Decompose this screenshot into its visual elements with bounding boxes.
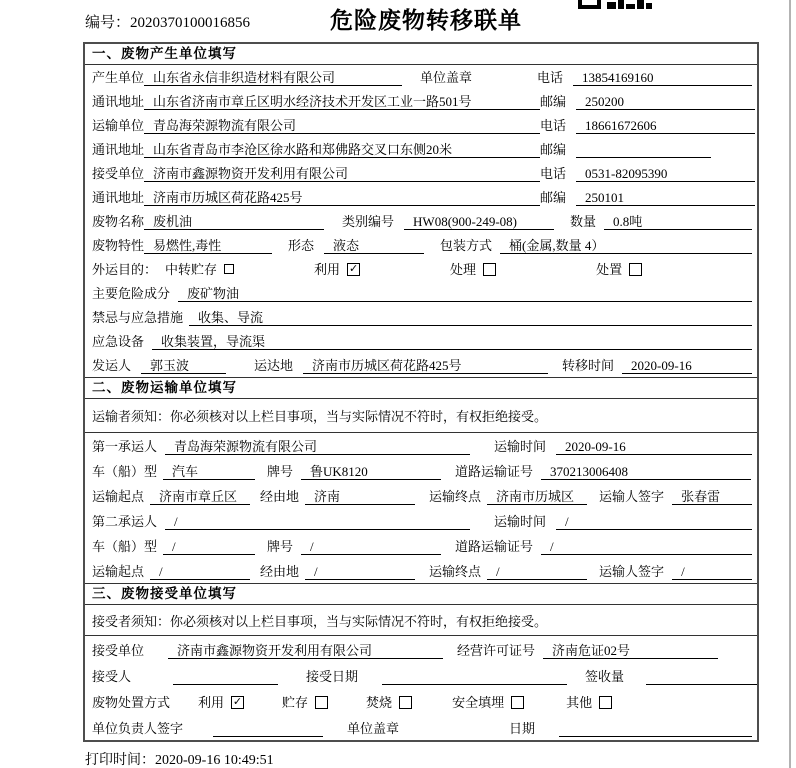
section-transporter: [85, 377, 757, 583]
phone-group: [537, 69, 752, 86]
print-time: [85, 749, 274, 768]
address-label: 通讯地址: [92, 94, 145, 109]
zip-label: 邮编: [540, 190, 567, 205]
via-label: 经由地: [260, 489, 300, 504]
zip-group: [540, 141, 755, 158]
carrier-label: 第二承运人: [92, 514, 158, 529]
zip-value: 250200: [576, 93, 755, 110]
vehicle-type-value: /: [163, 538, 255, 555]
option-label: 其他: [566, 695, 593, 710]
waste-name-value: 废机油: [144, 213, 324, 230]
packaging-value: 桶(金属,数量 4）: [500, 237, 752, 254]
waste-trait-value: 易燃性,毒性: [144, 237, 272, 254]
option-label: 利用: [198, 695, 225, 710]
road-permit-label: 道路运输证号: [455, 464, 534, 479]
phone-value: 0531-82095390: [576, 165, 755, 182]
category-label: 类别编号: [342, 214, 395, 229]
carrier-value: 青岛海荣源物流有限公司: [165, 438, 470, 455]
row-second-carrier: [85, 508, 757, 533]
page-title: 危险废物转移联单: [330, 8, 522, 33]
terminus-label: 运输终点: [429, 489, 482, 504]
phone-value: 13854169160: [573, 69, 752, 86]
unit-seal-label: 单位盖章: [420, 70, 473, 85]
row-accept-unit: [85, 636, 757, 662]
section-transporter-title: 二、废物运输单位填写: [85, 378, 757, 399]
vehicle-type-label: 车（船）型: [92, 464, 158, 479]
phone-label: 电话: [540, 118, 567, 133]
option-label: 焚烧: [366, 695, 393, 710]
terminus-value: 济南市历城区: [487, 488, 587, 505]
row-transporter-unit: [85, 113, 757, 137]
option-label: 处理: [450, 262, 477, 277]
zip-value: [576, 141, 711, 158]
zip-value: 250101: [576, 189, 755, 206]
transfer-time-label: 转移时间: [562, 358, 615, 373]
serial-label: 编号：: [85, 15, 131, 31]
accept-unit-value: 济南市鑫源物资开发利用有限公司: [168, 642, 443, 659]
row-route-1: [85, 483, 757, 508]
zip-label: 邮编: [540, 142, 567, 157]
address-value: 山东省济南市章丘区明水经济技术开发区工业一路501号: [144, 93, 540, 110]
row-chief-signature: [85, 714, 757, 740]
page-edge-divider: [789, 0, 791, 768]
phone-label: 电话: [537, 70, 564, 85]
option-landfill: [452, 694, 524, 711]
checkbox-utilize: ✓: [348, 263, 359, 275]
plate-value: 鲁UK8120: [301, 463, 441, 480]
date-label: 日期: [509, 721, 536, 736]
transport-time-label: 运输时间: [494, 514, 547, 529]
row-emergency-measures: [85, 305, 757, 329]
road-permit-value: 370213006408: [541, 463, 751, 480]
plate-label: 牌号: [267, 539, 294, 554]
row-accept-person: [85, 662, 757, 688]
print-time-label: 打印时间：: [85, 753, 155, 768]
form-state-value: 液态: [324, 237, 424, 254]
section-receiver-title: 三、废物接受单位填写: [85, 584, 757, 605]
section-producer-title: 一、废物产生单位填写: [85, 44, 757, 65]
origin-label: 运输起点: [92, 564, 145, 579]
row-disposal-method: [85, 688, 757, 714]
chief-sign-value: [213, 720, 323, 737]
address-value: 济南市历城区荷花路425号: [144, 189, 540, 206]
terminus-value: /: [487, 563, 587, 580]
origin-label: 运输起点: [92, 489, 145, 504]
option-incinerate: [366, 694, 412, 711]
print-time-value: 2020-09-16 10:49:51: [155, 753, 274, 768]
row-vehicle-1: [85, 458, 757, 483]
outbound-purpose-label: 外运目的：: [92, 262, 158, 277]
checkbox-treat: [483, 263, 496, 276]
accept-date-label: 接受日期: [306, 669, 359, 684]
sign-quantity-label: 签收量: [585, 669, 625, 684]
license-label: 经营许可证号: [457, 643, 536, 658]
origin-value: /: [150, 563, 250, 580]
option-label: 安全填埋: [452, 695, 505, 710]
carrier-value: /: [165, 513, 470, 530]
transporter-label: 运输单位: [92, 118, 145, 133]
sign-quantity-value: [646, 668, 757, 685]
accept-date-value: [382, 668, 567, 685]
row-receiver-unit: [85, 161, 757, 185]
option-dispose: [596, 261, 642, 278]
road-permit-value: /: [541, 538, 752, 555]
address-label: 通讯地址: [92, 142, 145, 157]
carrier-label: 第一承运人: [92, 439, 158, 454]
transport-time-label: 运输时间: [494, 439, 547, 454]
hazard-value: 废矿物油: [178, 285, 752, 302]
row-route-2: [85, 558, 757, 583]
zip-group: [540, 93, 755, 110]
emergency-label: 禁忌与应急措施: [92, 310, 184, 325]
via-value: 济南: [305, 488, 415, 505]
address-label: 通讯地址: [92, 190, 145, 205]
row-outbound-purpose: [85, 257, 757, 281]
row-shipper: [85, 353, 757, 377]
option-store: [282, 694, 328, 711]
option-label: 中转贮存: [165, 262, 218, 277]
accept-person-value: [173, 668, 278, 685]
emergency-value: 收集、导流: [189, 309, 752, 326]
shipper-value: 郭玉波: [141, 357, 226, 374]
accept-person-label: 接受人: [92, 669, 132, 684]
option-transfer-storage: [165, 261, 234, 278]
phone-group: [540, 165, 755, 182]
address-value: 山东省青岛市李沧区徐水路和郑佛路交叉口东侧20米: [144, 141, 540, 158]
transporter-value: 青岛海荣源物流有限公司: [144, 117, 540, 134]
row-vehicle-2: [85, 533, 757, 558]
carrier-sign-label: 运输人签字: [599, 489, 665, 504]
row-producer-unit: [85, 65, 757, 89]
section-receiver: [85, 583, 757, 740]
phone-value: 18661672606: [576, 117, 755, 134]
quantity-value: 0.8吨: [604, 213, 752, 230]
phone-group: [540, 117, 755, 134]
carrier-sign-label: 运输人签字: [599, 564, 665, 579]
checkbox-landfill: [511, 696, 524, 709]
shipper-label: 发运人: [92, 358, 132, 373]
serial-value: 2020370100016856: [130, 15, 251, 31]
origin-value: 济南市章丘区: [150, 488, 250, 505]
checkbox-incinerate: [399, 696, 412, 709]
manifest-form: [83, 42, 759, 742]
row-waste-name: [85, 209, 757, 233]
equipment-value: 收集装置，导流渠: [152, 333, 752, 350]
checkbox-dispose: [629, 263, 642, 276]
checkbox-transfer-storage: [224, 264, 234, 274]
accept-unit-label: 接受单位: [92, 643, 145, 658]
row-transporter-address: [85, 137, 757, 161]
section-producer: [85, 44, 757, 377]
checkbox-other: [599, 696, 612, 709]
option-label: 利用: [314, 262, 341, 277]
via-label: 经由地: [260, 564, 300, 579]
hazard-label: 主要危险成分: [92, 286, 171, 301]
zip-group: [540, 189, 755, 206]
option-label: 贮存: [282, 695, 309, 710]
phone-label: 电话: [540, 166, 567, 181]
packaging-label: 包装方式: [440, 238, 493, 253]
receiver-unit-value: 济南市鑫源物资开发利用有限公司: [144, 165, 540, 182]
carrier-sign-value: /: [672, 563, 752, 580]
producer-unit-value: 山东省永信非织造材料有限公司: [144, 69, 402, 86]
waste-trait-label: 废物特性: [92, 238, 145, 253]
option-label: 处置: [596, 262, 623, 277]
row-emergency-equipment: [85, 329, 757, 353]
carrier-sign-value: 张春雷: [672, 488, 752, 505]
transport-time-value: /: [556, 513, 752, 530]
plate-label: 牌号: [267, 464, 294, 479]
producer-unit-label: 产生单位: [92, 70, 145, 85]
option-treat: [450, 261, 496, 278]
serial-number: [85, 11, 250, 32]
plate-value: /: [301, 538, 441, 555]
qr-code-icon: [578, 0, 652, 9]
checkbox-store: [315, 696, 328, 709]
equipment-label: 应急设备: [92, 334, 145, 349]
form-state-label: 形态: [288, 238, 315, 253]
unit-seal-label: 单位盖章: [347, 721, 400, 736]
vehicle-type-value: 汽车: [163, 463, 255, 480]
checkbox-utilize: ✓: [232, 696, 243, 708]
row-producer-address: [85, 89, 757, 113]
disposal-method-label: 废物处置方式: [92, 695, 171, 710]
chief-sign-label: 单位负责人签字: [92, 721, 184, 736]
category-value: HW08(900-249-08): [404, 213, 554, 230]
row-hazard-component: [85, 281, 757, 305]
date-value: [559, 720, 752, 737]
receiver-unit-label: 接受单位: [92, 166, 145, 181]
waste-name-label: 废物名称: [92, 214, 145, 229]
road-permit-label: 道路运输证号: [455, 539, 534, 554]
row-waste-trait: [85, 233, 757, 257]
option-other: [566, 694, 612, 711]
receiver-notice: 接受者须知：你必须核对以上栏目事项，当与实际情况不符时，有权拒绝接受。: [85, 605, 757, 636]
license-value: 济南危证02号: [543, 642, 718, 659]
transfer-time-value: 2020-09-16: [622, 357, 752, 374]
quantity-label: 数量: [570, 214, 597, 229]
terminus-label: 运输终点: [429, 564, 482, 579]
vehicle-type-label: 车（船）型: [92, 539, 158, 554]
option-utilize: [314, 261, 360, 278]
zip-label: 邮编: [540, 94, 567, 109]
destination-value: 济南市历城区荷花路425号: [303, 357, 548, 374]
destination-label: 运达地: [254, 358, 294, 373]
transport-time-value: 2020-09-16: [556, 438, 752, 455]
option-utilize: [198, 694, 244, 711]
row-first-carrier: [85, 433, 757, 458]
row-receiver-address: [85, 185, 757, 209]
transporter-notice: 运输者须知：你必须核对以上栏目事项，当与实际情况不符时，有权拒绝接受。: [85, 399, 757, 433]
via-value: /: [305, 563, 415, 580]
